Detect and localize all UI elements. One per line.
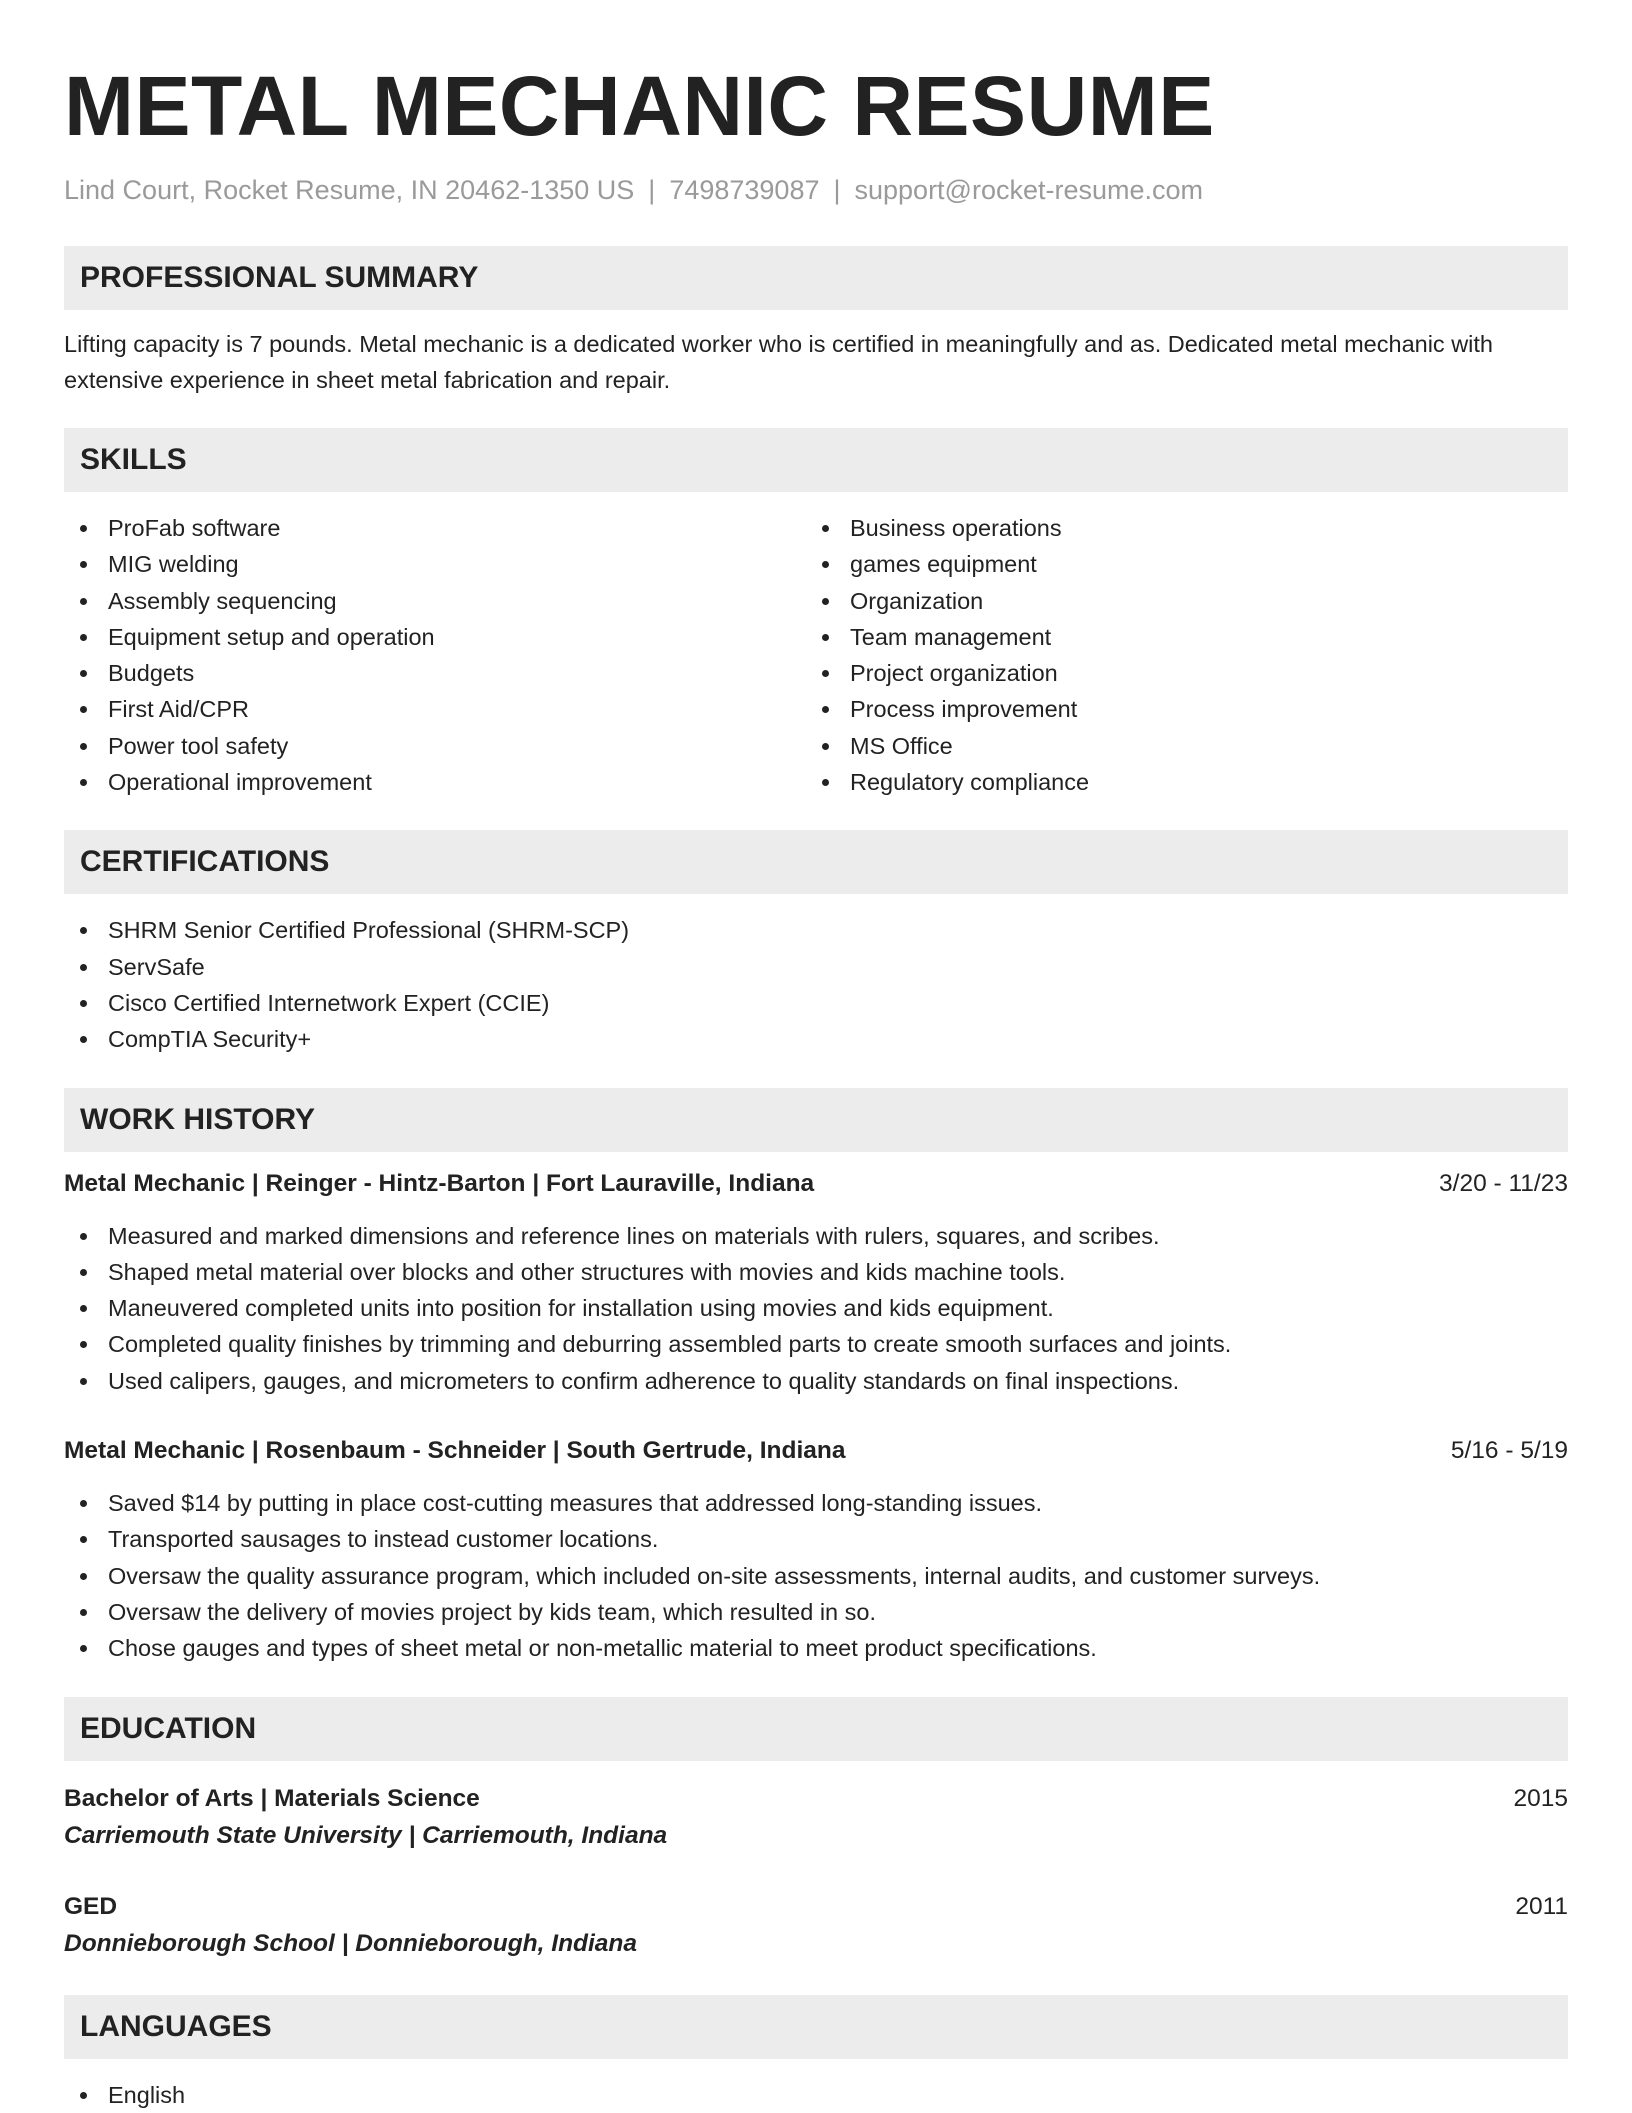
work-heading: WORK HISTORY xyxy=(64,1088,1568,1152)
education-degree: GED xyxy=(64,1892,118,1920)
education-year: 2011 xyxy=(1515,1892,1568,1920)
skill-item: Project organization xyxy=(806,655,1548,691)
job-header xyxy=(64,1433,1568,1469)
job-header xyxy=(64,1166,1568,1202)
skills-grid xyxy=(64,510,1568,800)
job-title: Metal Mechanic | Rosenbaum - Schneider | South Gertrude, Indiana xyxy=(64,1437,846,1465)
contact-email[interactable]: support@rocket-resume.com xyxy=(854,175,1204,205)
languages-heading: LANGUAGES xyxy=(64,1995,1568,2059)
job-bullet: Oversaw the quality assurance program, which included on-site assessments, internal audits, and customer surveys. xyxy=(64,1558,1568,1594)
job-bullet: Shaped metal material over blocks and other structures with movies and kids machine tools. xyxy=(64,1254,1568,1290)
job-bullet: Used calipers, gauges, and micrometers to confirm adherence to quality standards on final inspections. xyxy=(64,1363,1568,1399)
job-bullet: Chose gauges and types of sheet metal or non-metallic material to meet product specifications. xyxy=(64,1630,1568,1666)
skill-item: MS Office xyxy=(806,728,1548,764)
education-school: Donnieborough School | Donnieborough, Indiana xyxy=(64,1929,638,1957)
job-dates: 5/16 - 5/19 xyxy=(1450,1437,1568,1465)
education-year: 2015 xyxy=(1513,1784,1568,1812)
education-header xyxy=(64,1889,1568,1925)
education-heading: EDUCATION xyxy=(64,1697,1568,1761)
skill-item: Equipment setup and operation xyxy=(64,619,806,655)
job-entry xyxy=(64,1166,1568,1399)
job-entry xyxy=(64,1433,1568,1666)
job-bullets xyxy=(64,1485,1568,1666)
skill-item: Regulatory compliance xyxy=(806,764,1548,800)
skills-right-list xyxy=(806,510,1548,800)
skill-item: Operational improvement xyxy=(64,764,806,800)
job-bullet: Transported sausages to instead customer locations. xyxy=(64,1521,1568,1557)
certification-item: SHRM Senior Certified Professional (SHRM-SCP) xyxy=(64,912,1568,948)
certification-item: CompTIA Security+ xyxy=(64,1021,1568,1057)
education-header xyxy=(64,1781,1568,1817)
certifications-list xyxy=(64,912,1568,1057)
certification-item: ServSafe xyxy=(64,949,1568,985)
summary-heading: PROFESSIONAL SUMMARY xyxy=(64,246,1568,310)
certifications-heading: CERTIFICATIONS xyxy=(64,830,1568,894)
contact-address: Lind Court, Rocket Resume, IN 20462-1350 US xyxy=(64,175,635,205)
languages-list xyxy=(64,2077,1568,2113)
education-entry xyxy=(64,1889,1568,1963)
skill-item: Organization xyxy=(806,583,1548,619)
job-bullet: Measured and marked dimensions and reference lines on materials with rulers, squares, and scribes. xyxy=(64,1218,1568,1254)
language-item: English xyxy=(64,2077,1568,2113)
contact-line xyxy=(64,172,1568,208)
job-title: Metal Mechanic | Reinger - Hintz-Barton | Fort Lauraville, Indiana xyxy=(64,1169,815,1197)
skills-heading: SKILLS xyxy=(64,428,1568,492)
summary-text: Lifting capacity is 7 pounds. Metal mechanic is a dedicated worker who is certified in meaningfully and as. Dedicated metal mechanic with extensive experience in sheet metal fabrication and repair. xyxy=(64,331,1494,393)
job-bullet: Maneuvered completed units into position for installation using movies and kids equipment. xyxy=(64,1290,1568,1326)
skill-item: Team management xyxy=(806,619,1548,655)
skill-item: MIG welding xyxy=(64,546,806,582)
job-bullet: Oversaw the delivery of movies project by kids team, which resulted in so. xyxy=(64,1594,1568,1630)
skill-item: ProFab software xyxy=(64,510,806,546)
skill-item: Budgets xyxy=(64,655,806,691)
contact-phone: 7498739087 xyxy=(669,175,820,205)
skill-item: First Aid/CPR xyxy=(64,691,806,727)
job-bullet: Saved $14 by putting in place cost-cutting measures that addressed long-standing issues. xyxy=(64,1485,1568,1521)
skill-item: Business operations xyxy=(806,510,1548,546)
skill-item: Process improvement xyxy=(806,691,1548,727)
skill-item: Assembly sequencing xyxy=(64,583,806,619)
education-degree: Bachelor of Arts | Materials Science xyxy=(64,1784,480,1812)
education-school: Carriemouth State University | Carriemouth, Indiana xyxy=(64,1821,668,1849)
job-bullets xyxy=(64,1218,1568,1399)
skill-item: Power tool safety xyxy=(64,728,806,764)
skills-left-list xyxy=(64,510,806,800)
resume-title: METAL MECHANIC RESUME xyxy=(64,59,1215,153)
skill-item: games equipment xyxy=(806,546,1548,582)
certification-item: Cisco Certified Internetwork Expert (CCIE) xyxy=(64,985,1568,1021)
job-bullet: Completed quality finishes by trimming and deburring assembled parts to create smooth surfaces and joints. xyxy=(64,1326,1568,1362)
contact-separator: | xyxy=(833,175,841,205)
contact-separator: | xyxy=(648,175,656,205)
education-entry xyxy=(64,1781,1568,1855)
job-dates: 3/20 - 11/23 xyxy=(1439,1169,1568,1197)
